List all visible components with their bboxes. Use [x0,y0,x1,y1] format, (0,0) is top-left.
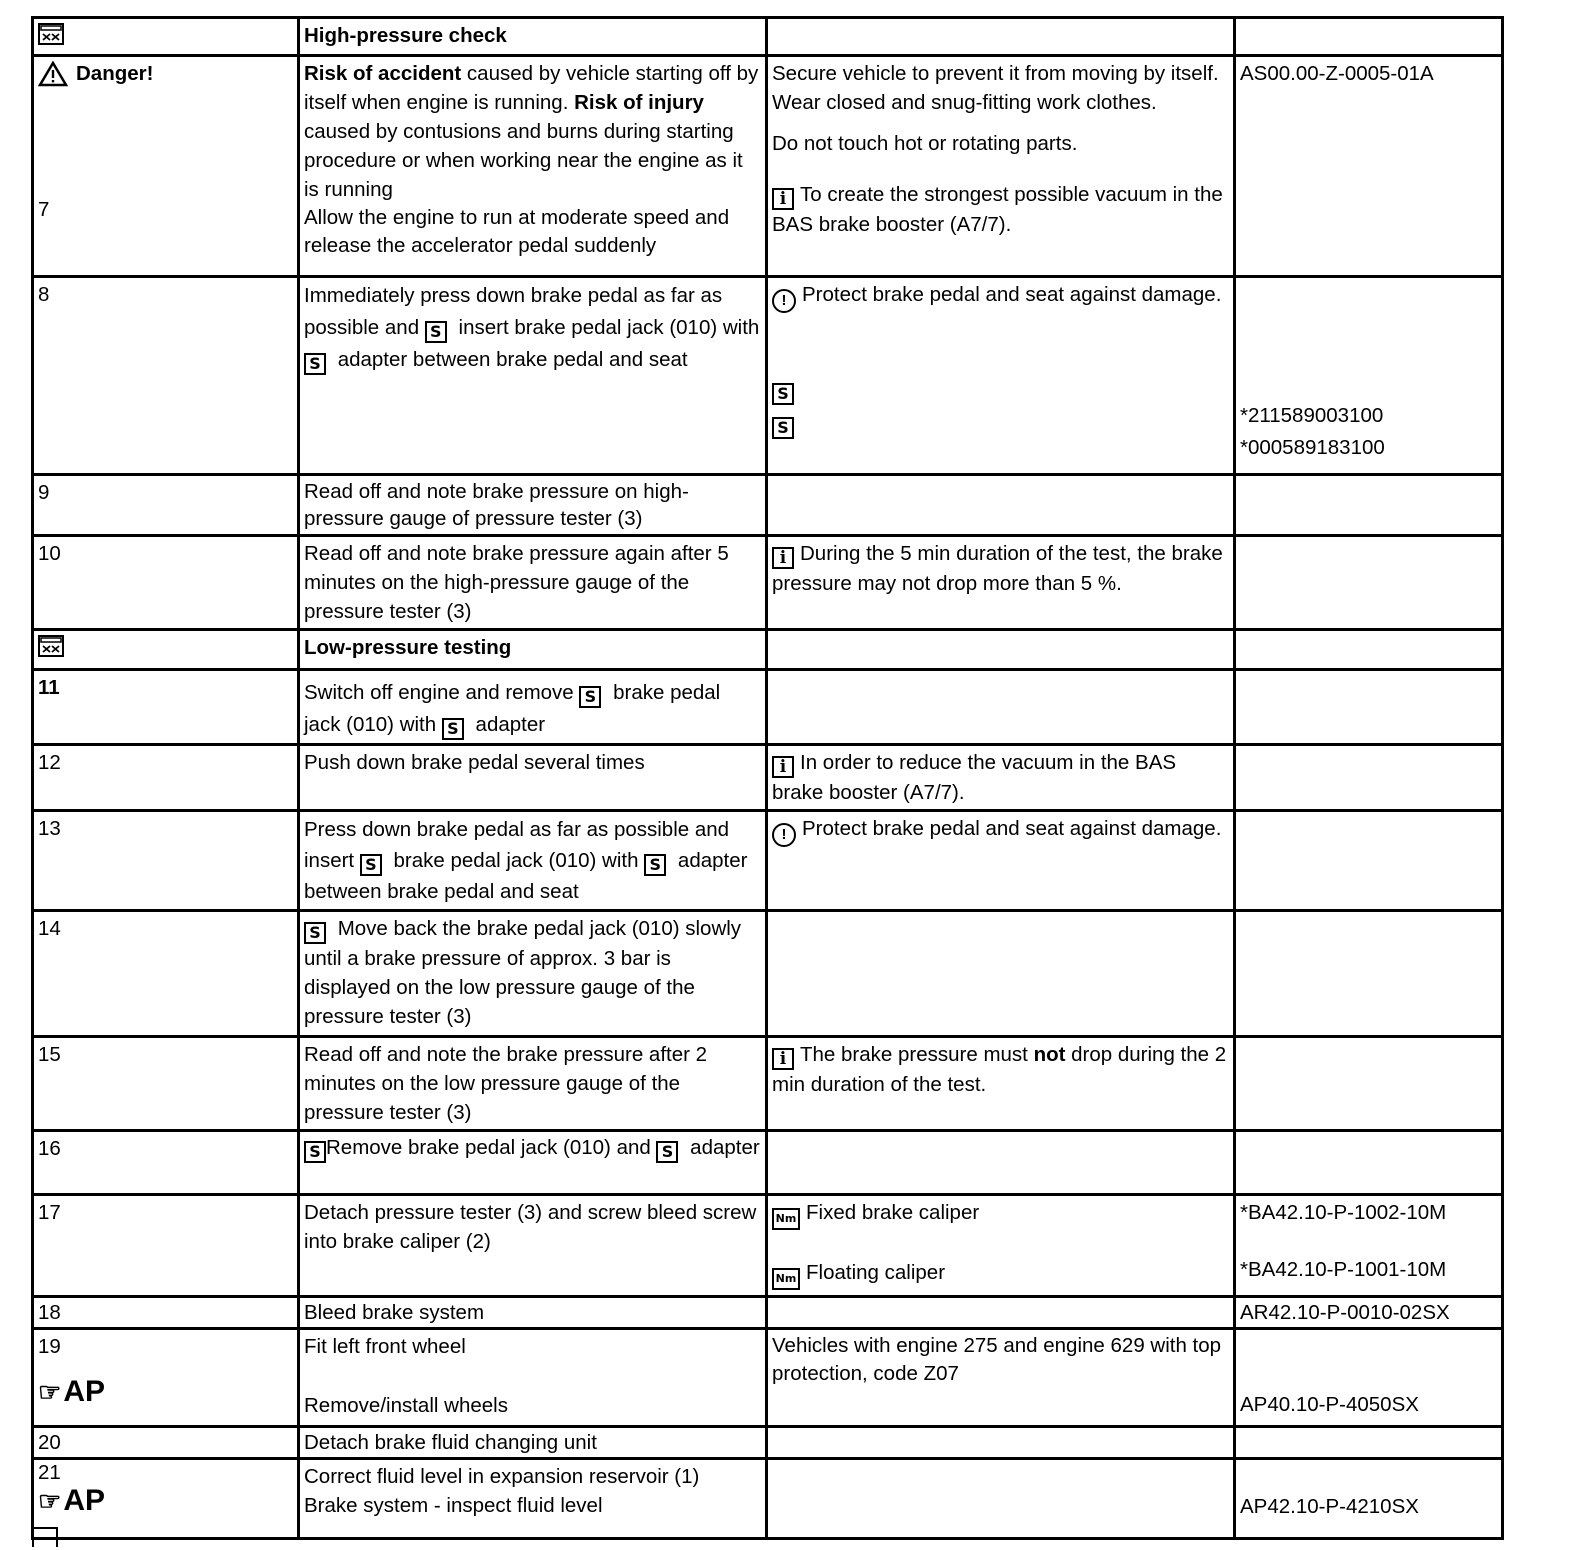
special-tool-icon: S [644,854,666,876]
table-row-step-17: 17 Detach pressure tester (3) and screw bleed screw into brake caliper (2) Nm Fixed brake caliper Nm Floating caliper *BA42.10-P-1002-10M *BA42.10-P-1001-10M [33,1195,1503,1297]
special-tool-icon: S [772,383,794,405]
reference-link[interactable]: AP40.10-P-4050SX [1240,1393,1419,1416]
step-text: Fit left front wheel [304,1335,466,1358]
table-row-step-15: 15 Read off and note the brake pressure after 2 minutes on the low pressure gauge of the pressure tester (3) i The brake pressure must not drop during the 2 min duration of the test. [33,1037,1503,1131]
special-tool-icon: S [425,321,447,343]
table-row-step-14: 14 S Move back the brake pedal jack (010) slowly until a brake pressure of approx. 3 bar is displayed on the low pressure gauge of the pressure tester (3) [33,911,1503,1037]
page-continuation-mark [32,1527,58,1547]
step-number: 21 [38,1461,61,1484]
table-row-step-20 [33,1427,1503,1459]
special-tool-icon: S [360,854,382,876]
procedure-section-icon [38,23,64,45]
reference-link[interactable]: AR42.10-P-0010-02SX [1235,1297,1503,1329]
reference-link[interactable]: *BA42.10-P-1002-10M [1240,1201,1447,1224]
special-tool-icon: S [304,1141,326,1163]
table-row-step-12: 12 Push down brake pedal several times i In order to reduce the vacuum in the BAS brake booster (A7/7). [33,745,1503,811]
step-number: 14 [33,911,299,1037]
step-text: Push down brake pedal several times [299,745,767,811]
step-number: 12 [33,745,299,811]
step-number: 7 [38,197,50,221]
step-number: 9 [33,475,299,536]
info-icon: i [772,1048,794,1070]
attention-icon: ! [772,289,796,313]
step-number: 20 [33,1427,299,1459]
warning-triangle-icon [38,61,68,87]
ap-reference-label: ☞AP [38,1484,105,1517]
step-number: 16 [33,1131,299,1195]
section-icon-cell [33,18,299,56]
special-tool-icon: S [579,686,601,708]
table-row-step-13: 13 Press down brake pedal as far as possible and insert S brake pedal jack (010) with S adapter between brake pedal and seat ! Protect brake pedal and seat against damage. [33,811,1503,911]
reference-link[interactable]: *211589003100 [1240,404,1384,427]
procedure-table [31,16,1504,1540]
special-tool-icon: S [304,353,326,375]
table-row-step-9 [33,475,1503,536]
step-number: 13 [33,811,299,911]
section-title: High-pressure check [299,18,767,56]
step-number: 11 [33,670,299,745]
table-row-step-16: 16 S Remove brake pedal jack (010) and S adapter [33,1131,1503,1195]
info-icon: i [772,756,794,778]
step-text: Correct fluid level in expansion reservoir (1) [304,1465,700,1488]
special-tool-icon: S [442,718,464,740]
step-number: 18 [33,1297,299,1329]
info-icon: i [772,547,794,569]
table-row-step-8: 8 Immediately press down brake pedal as far as possible and S insert brake pedal jack (010) with S adapter between brake pedal and seat ! Protect brake pedal and seat against damage. S S *211589003100 *000589183100 [33,277,1503,475]
step-number: 15 [33,1037,299,1131]
step-number: 8 [33,277,299,475]
table-row-step-18 [33,1297,1503,1329]
step-text: Read off and note the brake pressure after 2 minutes on the low pressure gauge of the pressure tester (3) [299,1037,767,1131]
reference-link[interactable]: AS00.00-Z-0005-01A [1235,56,1503,277]
reference-link[interactable]: *000589183100 [1240,436,1385,459]
pointing-hand-icon: ☞ [38,1486,62,1516]
reference-link[interactable]: AP42.10-P-4210SX [1240,1495,1419,1518]
reference-link[interactable]: *BA42.10-P-1001-10M [1240,1258,1447,1281]
step-text: Read off and note brake pressure again after 5 minutes on the high-pressure gauge of the pressure tester (3) [299,536,767,630]
special-tool-icon: S [304,922,326,944]
step-text: Read off and note brake pressure on high-pressure gauge of pressure tester (3) [299,475,767,536]
info-icon: i [772,188,794,210]
table-row-step-21: 21 ☞AP Correct fluid level in expansion reservoir (1) Brake system - inspect fluid level AP42.10-P-4210SX [33,1459,1503,1539]
ap-reference-label: ☞AP [38,1375,105,1408]
torque-icon: Nm [772,1268,800,1290]
table-row-step-10: 10 Read off and note brake pressure again after 5 minutes on the high-pressure gauge of the pressure tester (3) i During the 5 min duration of the test, the brake pressure may not drop more than 5 %. [33,536,1503,630]
procedure-section-icon [38,635,64,657]
step-text: Detach pressure tester (3) and screw bleed screw into brake caliper (2) [299,1195,767,1297]
table-row-step-19: 19 ☞AP Fit left front wheel Remove/install wheels Vehicles with engine 275 and engine 629 with top protection, code Z07 AP40.10-P-4050SX [33,1329,1503,1427]
pointing-hand-icon: ☞ [38,1377,62,1407]
step-number: 10 [33,536,299,630]
attention-icon: ! [772,823,796,847]
section-row-high-pressure [33,18,1503,56]
table-row-step-11: 11 Switch off engine and remove S brake pedal jack (010) with S adapter [33,670,1503,745]
section-row-low-pressure [33,630,1503,670]
danger-label: Danger! [38,59,153,88]
step-text: Allow the engine to run at moderate speed and release the accelerator pedal suddenly [304,206,730,257]
torque-icon: Nm [772,1208,800,1230]
section-title: Low-pressure testing [299,630,767,670]
special-tool-icon: S [656,1141,678,1163]
table-row-danger-step-7: Danger! 7 Risk of accident caused by vehicle starting off by itself when engine is running. Risk of injury caused by contusions and burns during starting procedure or when working near the engine as it is running Allow the engine to run at moderate speed and release the accelerator pedal suddenly Secure vehicle to prevent it from moving by itself. Wear closed and snug-fitting work clothes. Do not touch hot or rotating parts. i To create the strongest possible vacuum in the BAS brake booster (A7/7). AS00.00-Z-0005-01A [33,56,1503,277]
step-number: 19 [38,1335,61,1358]
step-number: 17 [33,1195,299,1297]
step-text: Bleed brake system [299,1297,767,1329]
step-text: Detach brake fluid changing unit [299,1427,767,1459]
special-tool-icon: S [772,417,794,439]
